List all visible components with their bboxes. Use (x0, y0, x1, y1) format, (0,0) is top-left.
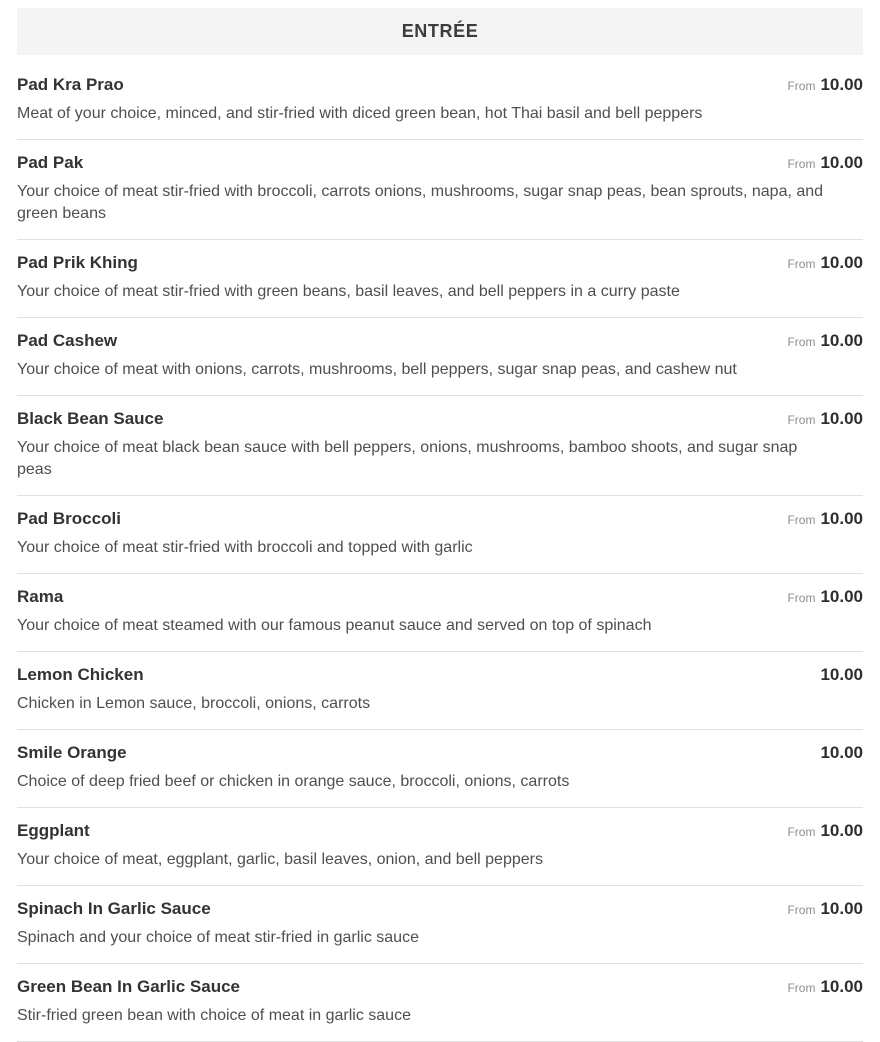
price-amount: 10.00 (820, 409, 863, 428)
menu-item-name: Lemon Chicken (17, 665, 144, 684)
price-from-label: From (787, 513, 816, 527)
price-from-label: From (787, 591, 816, 605)
price-from-label: From (787, 157, 816, 171)
menu-item-header (17, 899, 863, 919)
price-amount: 10.00 (820, 899, 863, 918)
price-from-label: From (787, 257, 816, 271)
menu-item[interactable] (17, 318, 863, 396)
price-amount: 10.00 (820, 331, 863, 350)
menu-item[interactable] (17, 808, 863, 886)
menu-item-header (17, 509, 863, 529)
section-header (17, 8, 863, 55)
menu-item[interactable] (17, 396, 863, 496)
menu-item-header (17, 977, 863, 997)
menu-item-description: Your choice of meat steamed with our famous peanut sauce and served on top of spinach (17, 617, 652, 634)
menu-item-header (17, 587, 863, 607)
price-amount: 10.00 (820, 977, 863, 996)
menu-item[interactable] (17, 574, 863, 652)
menu-item-header (17, 665, 863, 685)
price-amount: 10.00 (820, 743, 863, 762)
menu-item-name: Eggplant (17, 821, 90, 840)
menu-item-description: Your choice of meat stir-fried with broccoli and topped with garlic (17, 539, 473, 556)
menu-item[interactable] (17, 652, 863, 730)
menu-item[interactable] (17, 730, 863, 808)
price-amount: 10.00 (820, 665, 863, 684)
menu-item-description: Stir-fried green bean with choice of meat in garlic sauce (17, 1007, 411, 1024)
menu-item-header (17, 821, 863, 841)
section-title: ENTRÉE (401, 21, 479, 41)
price-from-label: From (787, 981, 816, 995)
price-from-label: From (787, 825, 816, 839)
menu-item-name: Pad Broccoli (17, 509, 121, 528)
menu-item-description: Your choice of meat stir-fried with broccoli, carrots onions, mushrooms, sugar snap peas, bean sprouts, napa, and green beans (17, 183, 824, 222)
menu-item-header (17, 253, 863, 273)
menu-item-price (787, 253, 863, 273)
menu-item-header (17, 409, 863, 429)
menu-item-price (787, 331, 863, 351)
price-from-label: From (787, 79, 816, 93)
menu-item-price (787, 509, 863, 529)
menu-item-price (820, 665, 863, 685)
menu-item-description: Your choice of meat stir-fried with green beans, basil leaves, and bell peppers in a curry paste (17, 283, 680, 300)
menu-item-description: Chicken in Lemon sauce, broccoli, onions, carrots (17, 695, 371, 712)
menu-list (17, 62, 863, 1042)
menu-item-price (820, 743, 863, 763)
menu-item-header (17, 331, 863, 351)
price-from-label: From (787, 903, 816, 917)
menu-item-price (787, 409, 863, 429)
menu-item-name: Pad Pak (17, 153, 84, 172)
menu-item-price (787, 75, 863, 95)
menu-item-name: Pad Prik Khing (17, 253, 138, 272)
menu-item-description: Meat of your choice, minced, and stir-fried with diced green bean, hot Thai basil and bell peppers (17, 105, 703, 122)
menu-item-name: Pad Cashew (17, 331, 118, 350)
menu-item-name: Pad Kra Prao (17, 75, 124, 94)
menu-item-header (17, 75, 863, 95)
menu-item-price (787, 977, 863, 997)
menu-item-description: Your choice of meat, eggplant, garlic, basil leaves, onion, and bell peppers (17, 851, 543, 868)
menu-item-price (787, 587, 863, 607)
menu-item-description: Your choice of meat black bean sauce with bell peppers, onions, mushrooms, bamboo shoots, and sugar snap peas (17, 439, 798, 478)
price-amount: 10.00 (820, 509, 863, 528)
menu-item-name: Green Bean In Garlic Sauce (17, 977, 240, 996)
menu-item[interactable] (17, 964, 863, 1042)
menu-item-description: Your choice of meat with onions, carrots, mushrooms, bell peppers, sugar snap peas, and cashew nut (17, 361, 737, 378)
menu-item-name: Black Bean Sauce (17, 409, 164, 428)
menu-item-name: Smile Orange (17, 743, 127, 762)
price-amount: 10.00 (820, 253, 863, 272)
menu-item-header (17, 153, 863, 173)
price-from-label: From (787, 335, 816, 349)
price-from-label: From (787, 413, 816, 427)
menu-item[interactable] (17, 62, 863, 140)
price-amount: 10.00 (820, 153, 863, 172)
price-amount: 10.00 (820, 587, 863, 606)
menu-item-price (787, 153, 863, 173)
menu-item[interactable] (17, 240, 863, 318)
price-amount: 10.00 (820, 821, 863, 840)
menu-item-price (787, 821, 863, 841)
menu-item-description: Spinach and your choice of meat stir-fried in garlic sauce (17, 929, 419, 946)
menu-item[interactable] (17, 140, 863, 240)
price-amount: 10.00 (820, 75, 863, 94)
menu-item-name: Rama (17, 587, 64, 606)
menu-item-description: Choice of deep fried beef or chicken in orange sauce, broccoli, onions, carrots (17, 773, 570, 790)
menu-item-price (787, 899, 863, 919)
menu-item[interactable] (17, 886, 863, 964)
menu-item-header (17, 743, 863, 763)
menu-item-name: Spinach In Garlic Sauce (17, 899, 211, 918)
menu-item[interactable] (17, 496, 863, 574)
